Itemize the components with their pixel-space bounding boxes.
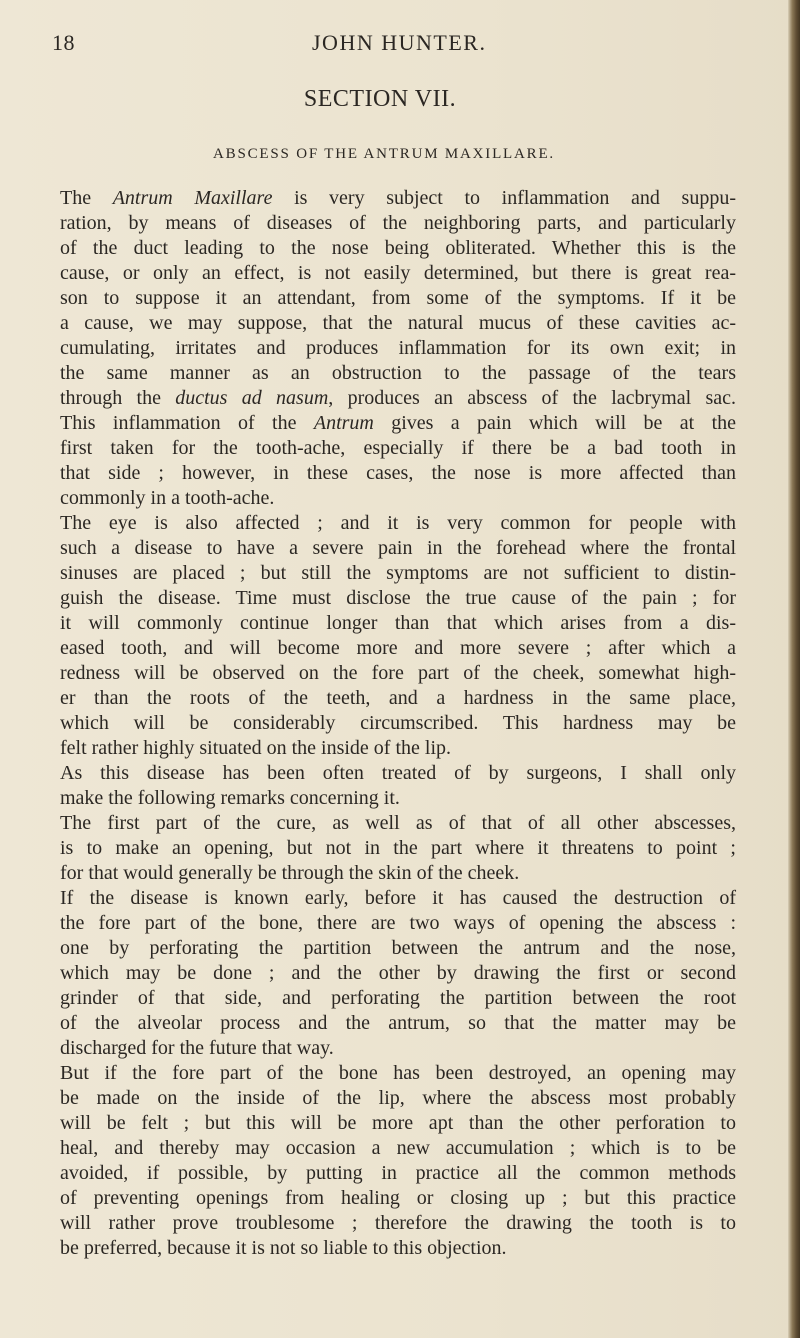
text-line: which may be done ; and the other by drawing the first or second [60,962,736,984]
text-line: heal, and thereby may occasion a new accumulation ; which is to be [60,1137,736,1159]
text-line: sinuses are placed ; but still the symptoms are not sufficient to distin- [60,562,736,584]
text-line: avoided, if possible, by putting in practice all the common methods [60,1162,736,1184]
running-title: JOHN HUNTER. [312,30,487,55]
section-subheading: ABSCESS OF THE ANTRUM MAXILLARE. [213,146,555,162]
section-heading: SECTION VII. [303,86,457,112]
text-line: one by perforating the partition between the antrum and the nose, [60,937,736,959]
text-line: eased tooth, and will become more and more severe ; after which a [60,637,736,659]
text-line: of the duct leading to the nose being obliterated. Whether this is the [60,237,736,259]
text-line: for that would generally be through the skin of the cheek. [60,862,520,884]
text-line: The first part of the cure, as well as of that of all other abscesses, [60,812,736,834]
text-line: discharged for the future that way. [60,1037,334,1059]
italic-term: ductus ad nasum [175,387,329,409]
text-line: If the disease is known early, before it has caused the destruction of [60,887,736,909]
text-line: such a disease to have a severe pain in the forehead where the frontal [60,537,736,559]
text-line: felt rather highly situated on the inside of the lip. [60,737,452,759]
text-line: the fore part of the bone, there are two ways of opening the abscess : [60,912,736,934]
text-line: grinder of that side, and perforating the partition between the root [60,987,736,1009]
text-line: guish the disease. Time must disclose the true cause of the pain ; for [60,587,736,609]
page-number: 18 [52,30,75,55]
text-line: which will be considerably circumscribed. This hardness may be [60,712,736,734]
text-line: the same manner as an obstruction to the passage of the tears [60,362,736,384]
text-line: This inflammation of the Antrum gives a pain which will be at the [60,412,737,434]
text-line: commonly in a tooth-ache. [60,487,275,509]
page-binding-edge [788,0,800,1338]
text-line: it will commonly continue longer than that which arises from a dis- [60,612,736,634]
text-line: be made on the inside of the lip, where the abscess most probably [60,1087,736,1109]
text-line: is to make an opening, but not in the part where it threatens to point ; [60,837,736,859]
text-line: that side ; however, in these cases, the nose is more affected than [60,462,736,484]
text-line: make the following remarks concerning it. [60,787,400,809]
italic-term: Antrum [313,412,374,434]
text-line: will rather prove troublesome ; therefore the drawing the tooth is to [60,1212,736,1234]
text-line: of the alveolar process and the antrum, so that the matter may be [60,1012,736,1034]
text-line: As this disease has been often treated of by surgeons, I shall only [60,762,736,784]
text-line: cause, or only an effect, is not easily determined, but there is great rea- [60,262,736,284]
text-line: a cause, we may suppose, that the natural mucus of these cavities ac- [60,312,736,334]
italic-term: Antrum Maxillare [112,187,273,209]
text-line: ration, by means of diseases of the neighboring parts, and particularly [60,212,736,234]
running-head [52,30,752,60]
text-line: be preferred, because it is not so liable to this objection. [60,1237,507,1259]
text-line: er than the roots of the teeth, and a hardness in the same place, [60,687,736,709]
text-line: cumulating, irritates and produces inflammation for its own exit; in [60,337,736,359]
text-line: The eye is also affected ; and it is very common for people with [60,512,736,534]
text-line: redness will be observed on the fore part of the cheek, somewhat high- [60,662,736,684]
text-line: But if the fore part of the bone has been destroyed, an opening may [60,1062,736,1084]
text-line: will be felt ; but this will be more apt than the other perforation to [60,1112,736,1134]
text-line: son to suppose it an attendant, from some of the symptoms. If it be [60,287,736,309]
text-line: through the ductus ad nasum, produces an abscess of the lacbrymal sac. [60,387,737,409]
text-line: first taken for the tooth-ache, especially if there be a bad tooth in [60,437,736,459]
text-line: of preventing openings from healing or closing up ; but this practice [60,1187,736,1209]
body-text [60,186,736,1261]
text-line: The Antrum Maxillare is very subject to inflammation and suppu- [60,187,736,209]
